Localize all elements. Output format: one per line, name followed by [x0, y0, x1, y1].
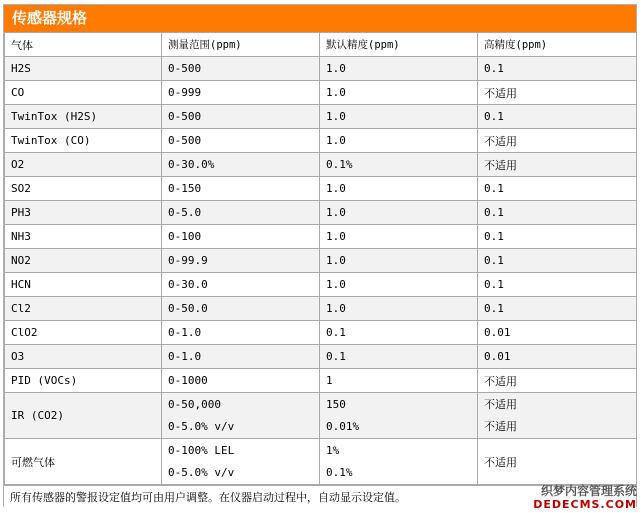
cell-range-value: 0-5.0: [168, 206, 202, 219]
cell-high-precision-value: 0.1: [484, 278, 504, 291]
watermark-line2: DEDECMS.COM: [533, 498, 637, 511]
cell-range-value: 0-30.0%: [168, 158, 215, 171]
header-range: 测量范围(ppm): [162, 33, 320, 57]
cell-default-precision: [320, 273, 478, 297]
cell-range-value: 0-999: [168, 86, 202, 99]
cell-gas: HCN: [5, 273, 162, 297]
cell-high-precision-value: 不适用: [484, 397, 517, 411]
cell-high-precision: [478, 153, 637, 177]
cell-high-precision-value: 不适用: [484, 86, 517, 100]
cell-range: [162, 439, 320, 485]
watermark-logo: [533, 485, 637, 511]
cell-high-precision-value: 0.1: [484, 110, 504, 123]
watermark-line1: 织梦内容管理系统: [540, 484, 637, 498]
table-row: [5, 439, 637, 485]
cell-high-precision-value: 不适用: [484, 374, 517, 388]
cell-default-precision-value: 0.1%: [326, 158, 353, 171]
cell-default-precision: [320, 153, 478, 177]
cell-high-precision: [478, 321, 637, 345]
cell-range: [162, 273, 320, 297]
cell-range: [162, 369, 320, 393]
cell-gas: ClO2: [5, 321, 162, 345]
cell-default-precision: [320, 439, 478, 485]
cell-gas: PID (VOCs): [5, 369, 162, 393]
cell-range: [162, 249, 320, 273]
cell-high-precision-value: 不适用: [484, 158, 517, 172]
cell-range-value: 0-99.9: [168, 254, 208, 267]
cell-default-precision-value: 1.0: [326, 230, 346, 243]
cell-default-precision: [320, 57, 478, 81]
cell-high-precision: [478, 225, 637, 249]
cell-gas: H2S: [5, 57, 162, 81]
cell-default-precision: [320, 345, 478, 369]
table-row: [5, 321, 637, 345]
cell-default-precision: [320, 393, 478, 439]
cell-gas: CO: [5, 81, 162, 105]
cell-high-precision-value: 0.1: [484, 182, 504, 195]
cell-gas: NH3: [5, 225, 162, 249]
cell-default-precision: [320, 201, 478, 225]
cell-high-precision-value: 0.1: [484, 206, 504, 219]
cell-high-precision: [478, 57, 637, 81]
table-row: [5, 393, 637, 439]
table-row: [5, 105, 637, 129]
cell-high-precision: [478, 177, 637, 201]
sensor-spec-panel: [3, 4, 637, 507]
cell-range-value: 0-1000: [168, 374, 208, 387]
cell-range-value: 0-100: [168, 230, 202, 243]
cell-range: [162, 393, 320, 439]
cell-default-precision-value: 150: [326, 397, 346, 411]
cell-default-precision-value: 0.1%: [326, 465, 353, 479]
cell-high-precision: [478, 439, 637, 485]
cell-high-precision-value: 不适用: [484, 455, 517, 469]
cell-default-precision: [320, 225, 478, 249]
table-row: [5, 153, 637, 177]
cell-range-value: 0-50.0: [168, 302, 208, 315]
cell-high-precision: [478, 81, 637, 105]
cell-range: [162, 225, 320, 249]
cell-range-value: 0-500: [168, 134, 202, 147]
cell-high-precision: [478, 369, 637, 393]
cell-default-precision: [320, 105, 478, 129]
cell-gas: O2: [5, 153, 162, 177]
cell-default-precision: [320, 249, 478, 273]
table-header-row: [5, 33, 637, 57]
table-row: [5, 225, 637, 249]
header-default-precision: 默认精度(ppm): [320, 33, 478, 57]
cell-default-precision-value: 1.0: [326, 302, 346, 315]
cell-gas: O3: [5, 345, 162, 369]
table-row: [5, 249, 637, 273]
cell-range-value: 0-5.0% v/v: [168, 465, 235, 479]
cell-high-precision: [478, 297, 637, 321]
table-row: [5, 345, 637, 369]
cell-default-precision-value: 1%: [326, 443, 340, 457]
cell-default-precision-value: 1.0: [326, 206, 346, 219]
cell-high-precision: [478, 393, 637, 439]
table-row: [5, 201, 637, 225]
cell-range-value: 0-5.0% v/v: [168, 419, 235, 433]
cell-range: [162, 321, 320, 345]
cell-default-precision: [320, 297, 478, 321]
cell-range: [162, 345, 320, 369]
cell-gas: TwinTox (CO): [5, 129, 162, 153]
cell-range-value: 0-1.0: [168, 350, 202, 363]
cell-default-precision: [320, 177, 478, 201]
cell-gas: IR (CO2): [5, 393, 162, 439]
cell-default-precision-value: 0.01%: [326, 419, 360, 433]
cell-range-value: 0-100% LEL: [168, 443, 235, 457]
cell-range-value: 0-1.0: [168, 326, 202, 339]
cell-high-precision-value: 0.1: [484, 230, 504, 243]
cell-range-value: 0-500: [168, 62, 202, 75]
cell-default-precision: [320, 129, 478, 153]
table-row: [5, 81, 637, 105]
cell-range: [162, 153, 320, 177]
cell-high-precision: [478, 273, 637, 297]
cell-default-precision-value: 1.0: [326, 182, 346, 195]
cell-high-precision-value: 0.1: [484, 62, 504, 75]
cell-default-precision-value: 1.0: [326, 62, 346, 75]
cell-default-precision-value: 0.1: [326, 350, 346, 363]
cell-gas: PH3: [5, 201, 162, 225]
cell-default-precision-value: 1.0: [326, 86, 346, 99]
cell-high-precision-value: 0.1: [484, 254, 504, 267]
cell-high-precision: [478, 345, 637, 369]
cell-range-value: 0-150: [168, 182, 202, 195]
table-row: [5, 177, 637, 201]
cell-default-precision-value: 1.0: [326, 134, 346, 147]
cell-high-precision-value: 0.1: [484, 302, 504, 315]
cell-gas: TwinTox (H2S): [5, 105, 162, 129]
cell-range: [162, 57, 320, 81]
cell-default-precision-value: 1.0: [326, 110, 346, 123]
table-row: [5, 273, 637, 297]
cell-gas: SO2: [5, 177, 162, 201]
sensor-spec-table: [4, 32, 637, 485]
cell-gas: Cl2: [5, 297, 162, 321]
cell-default-precision: [320, 369, 478, 393]
cell-high-precision: [478, 249, 637, 273]
cell-default-precision-value: 1.0: [326, 278, 346, 291]
cell-range-value: 0-30.0: [168, 278, 208, 291]
cell-gas: 可燃气体: [5, 439, 162, 485]
cell-high-precision-value: 0.01: [484, 326, 511, 339]
cell-default-precision-value: 0.1: [326, 326, 346, 339]
cell-range-value: 0-50,000: [168, 397, 221, 411]
cell-default-precision-value: 1.0: [326, 254, 346, 267]
cell-high-precision: [478, 129, 637, 153]
cell-range: [162, 105, 320, 129]
cell-default-precision: [320, 81, 478, 105]
cell-default-precision: [320, 321, 478, 345]
panel-title: 传感器规格: [4, 5, 636, 32]
table-row: [5, 297, 637, 321]
cell-gas: NO2: [5, 249, 162, 273]
table-row: [5, 129, 637, 153]
footer-note: 所有传感器的警报设定值均可由用户调整。在仪器启动过程中，自动显示设定值。: [4, 485, 636, 510]
table-row: [5, 57, 637, 81]
cell-high-precision-value: 0.01: [484, 350, 511, 363]
cell-high-precision-value: 不适用: [484, 134, 517, 148]
cell-range: [162, 81, 320, 105]
cell-high-precision: [478, 105, 637, 129]
table-row: [5, 369, 637, 393]
cell-range: [162, 297, 320, 321]
cell-high-precision-value: 不适用: [484, 419, 517, 433]
header-high-precision: 高精度(ppm): [478, 33, 637, 57]
cell-range: [162, 177, 320, 201]
cell-high-precision: [478, 201, 637, 225]
cell-range: [162, 201, 320, 225]
cell-range: [162, 129, 320, 153]
header-gas: 气体: [5, 33, 162, 57]
cell-default-precision-value: 1: [326, 374, 333, 387]
cell-range-value: 0-500: [168, 110, 202, 123]
